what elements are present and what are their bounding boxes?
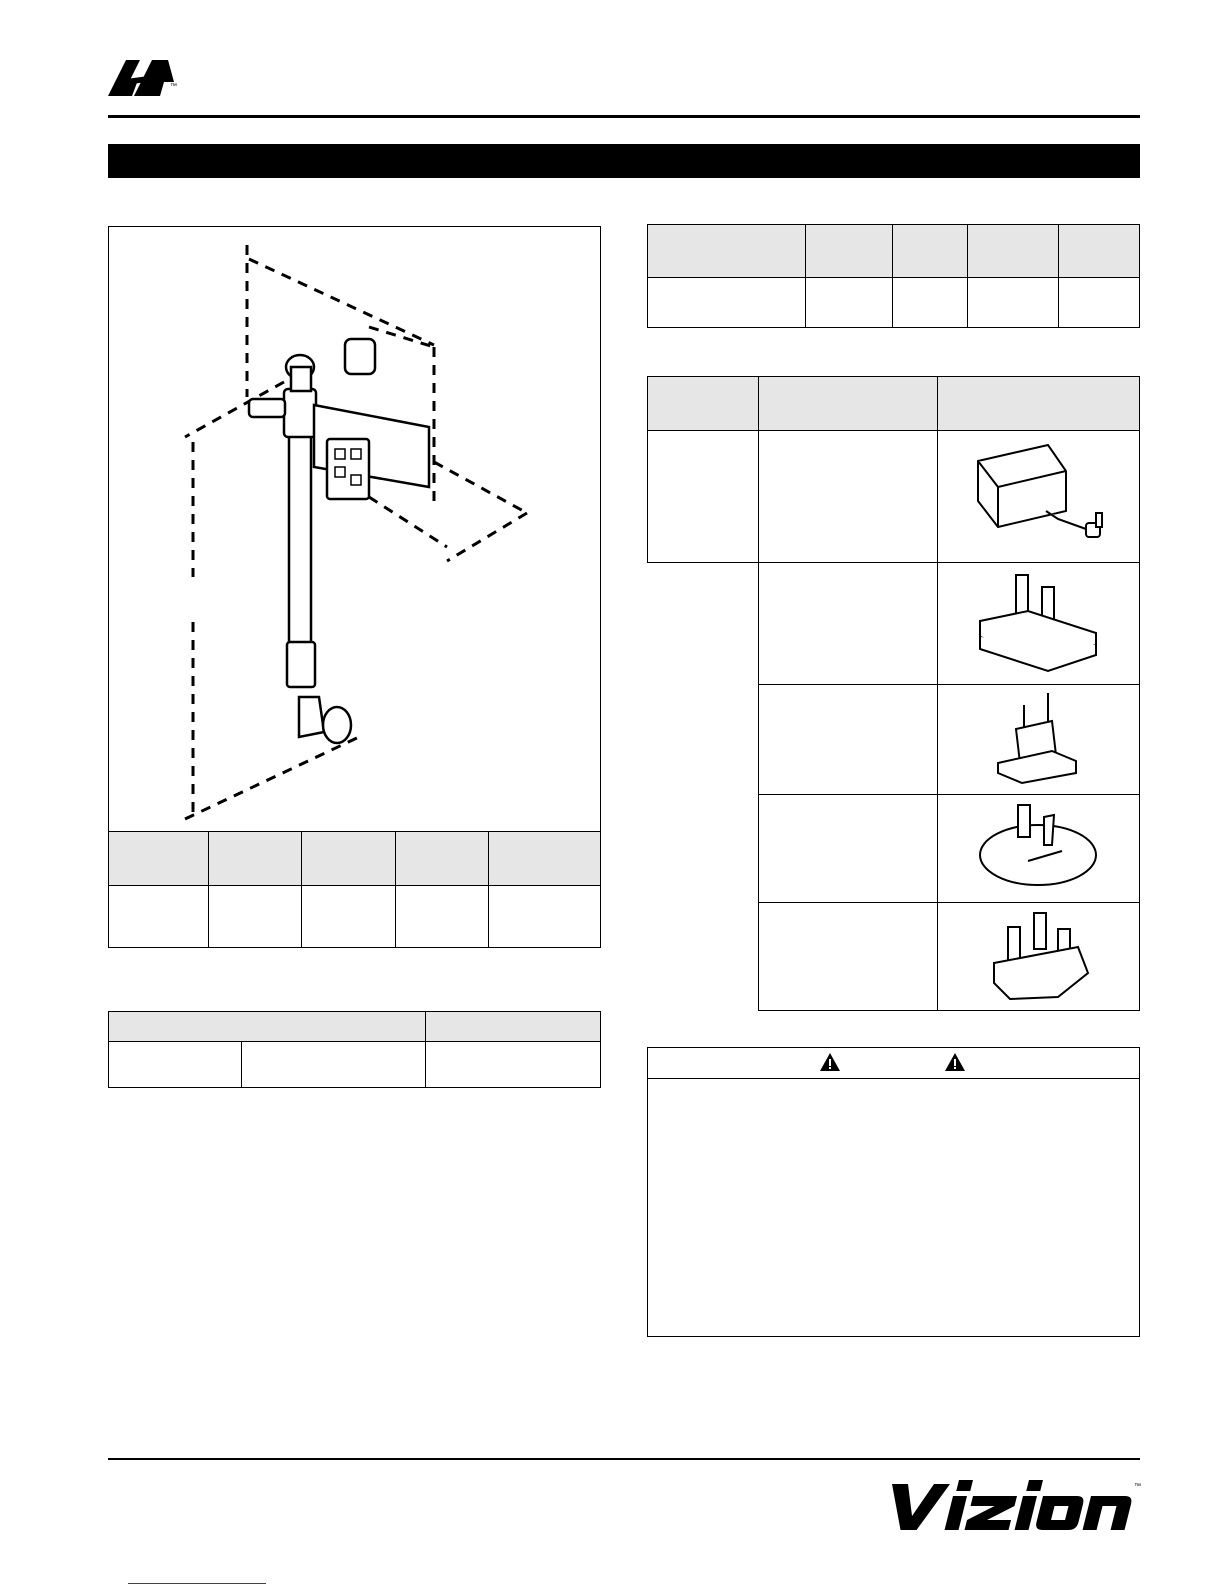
table-cell	[759, 685, 938, 795]
table-cell	[395, 886, 488, 948]
table-cell	[109, 832, 209, 886]
warning-header	[648, 1048, 1139, 1079]
table-cell	[109, 1042, 242, 1088]
table-cell	[209, 832, 302, 886]
header-rule	[108, 115, 1140, 118]
footer-link-underline[interactable]	[128, 1583, 266, 1584]
table-cell	[1059, 278, 1140, 328]
adapter-table	[647, 376, 1140, 1011]
footer-rule	[108, 1458, 1140, 1460]
product-figure	[108, 226, 601, 832]
table-cell	[241, 1042, 425, 1088]
svg-text:™: ™	[1134, 1483, 1141, 1490]
table-cell	[648, 225, 806, 278]
table-cell	[892, 225, 967, 278]
section-title-bar	[108, 144, 1140, 178]
table-cell	[302, 886, 395, 948]
table-cell	[938, 795, 1140, 903]
table-cell	[648, 377, 759, 431]
table-cell	[648, 431, 759, 563]
table-cell	[759, 431, 938, 563]
table-cell	[648, 278, 806, 328]
au-plug-icon	[938, 795, 1138, 899]
power-supply-adapter-icon	[938, 431, 1138, 559]
table-cell	[426, 1012, 601, 1042]
table-cell	[938, 431, 1140, 563]
table-cell	[426, 1042, 601, 1088]
eu-plug-icon	[938, 685, 1138, 791]
table-cell	[806, 225, 893, 278]
table-cell	[759, 563, 938, 685]
table-cell	[938, 903, 1140, 1011]
left-part-table	[108, 1011, 601, 1088]
warning-box	[647, 1047, 1140, 1337]
table-cell	[938, 377, 1140, 431]
table-cell	[109, 1012, 426, 1042]
table-cell	[967, 225, 1059, 278]
table-cell	[302, 832, 395, 886]
table-cell	[109, 886, 209, 948]
vizion-logo-icon	[876, 1476, 1144, 1536]
table-cell	[759, 377, 938, 431]
table-cell	[938, 563, 1140, 685]
table-cell	[1059, 225, 1140, 278]
warning-triangle-icon	[819, 1052, 841, 1072]
table-cell	[209, 886, 302, 948]
uk-plug-icon	[938, 903, 1138, 1007]
aa-logo-icon	[104, 50, 184, 110]
table-cell	[395, 832, 488, 886]
right-spec-table	[647, 224, 1140, 328]
table-cell	[488, 832, 600, 886]
table-cell	[938, 685, 1140, 795]
warning-triangle-icon	[944, 1052, 966, 1072]
table-cell	[892, 278, 967, 328]
mixing-station-drawing-icon	[109, 227, 600, 831]
table-cell	[967, 278, 1059, 328]
table-cell	[759, 795, 938, 903]
left-spec-table	[108, 831, 601, 948]
table-cell	[759, 903, 938, 1011]
table-cell	[648, 563, 759, 1011]
us-plug-icon	[938, 563, 1138, 681]
table-cell	[806, 278, 893, 328]
table-cell	[488, 886, 600, 948]
svg-text:™: ™	[170, 83, 177, 90]
warning-body	[648, 1079, 1139, 1099]
